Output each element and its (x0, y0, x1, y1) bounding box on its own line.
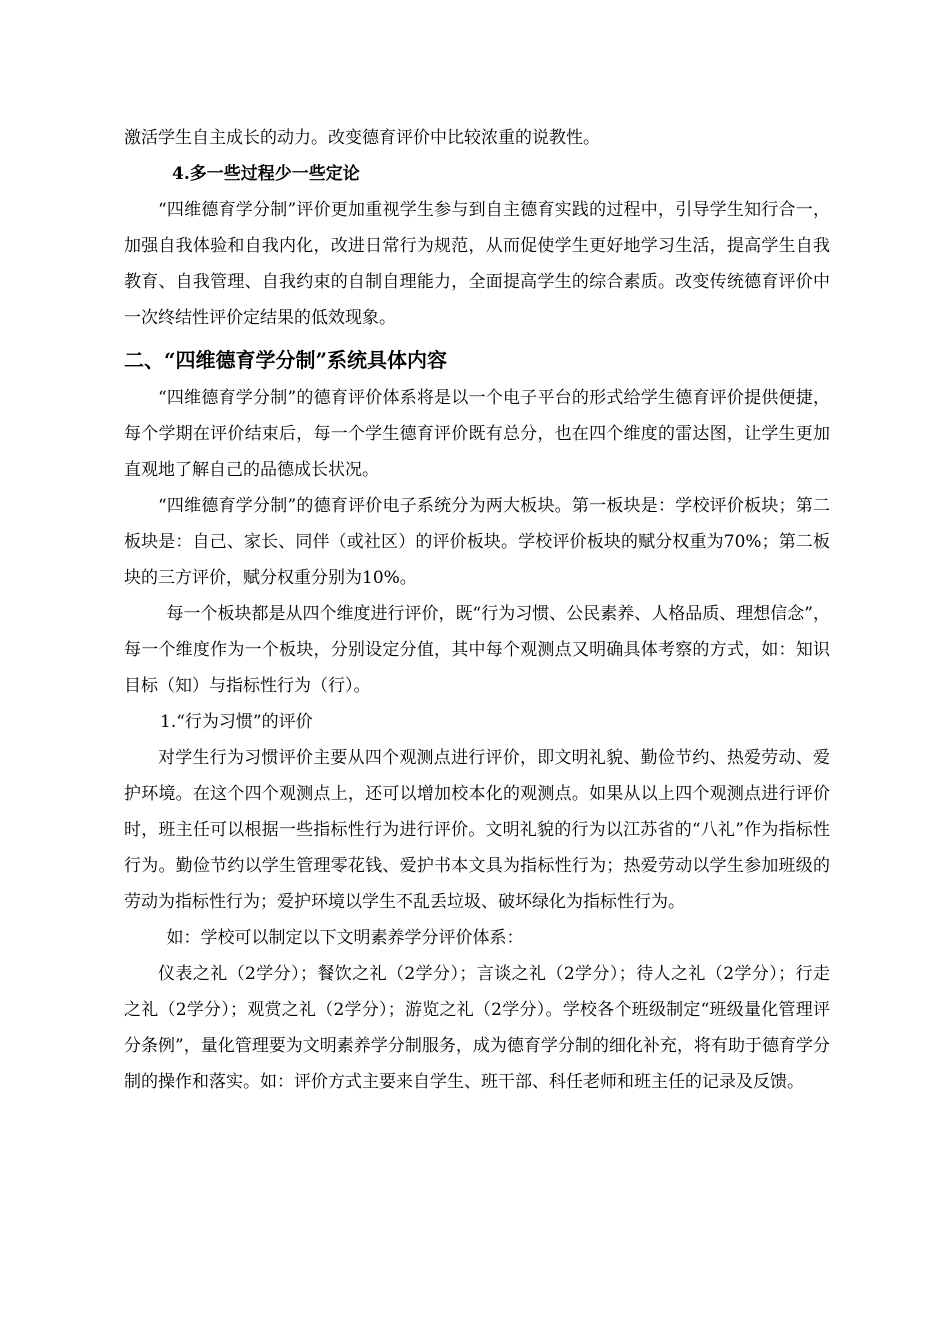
paragraph-process: “四维德育学分制”评价更加重视学生参与到自主德育实践的过程中，引导学生知行合一，加强自我体验和自我内化，改进日常行为规范，从而促使学生更好地学习生活，提高学生自我教育、自我管理、自我约束的自制自理能力，全面提高学生的综合素质。改变传统德育评价中一次终结性评价定结果的低效现象。 (124, 200, 830, 328)
document-body (124, 120, 830, 1100)
subheading-process: 4.多一些过程少一些定论 (172, 164, 360, 184)
paragraph-example-intro: 如：学校可以制定以下文明素养学分评价体系： (166, 928, 524, 948)
paragraph-example-body: 仪表之礼（2学分）；餐饮之礼（2学分）；言谈之礼（2学分）；待人之礼（2学分）；行走之礼（2学分）；观赏之礼（2学分）；游览之礼（2学分）。学校各个班级制定“班级量化管理评分条例”，量化管理要为文明素养学分制服务，成为德育学分制的细化补充，将有助于德育学分制的操作和落实。如：评价方式主要来自学生、班干部、科任老师和班主任的记录及反馈。 (124, 964, 830, 1092)
paragraph-intro-tail: 激活学生自主成长的动力。改变德育评价中比较浓重的说教性。 (124, 128, 600, 148)
paragraph-habit-evaluation: 对学生行为习惯评价主要从四个观测点进行评价，即文明礼貌、勤俭节约、热爱劳动、爱护环境。在这个四个观测点上，还可以增加校本化的观测点。如果从以上四个观测点进行评价时，班主任可以根据一些指标性行为进行评价。文明礼貌的行为以江苏省的“八礼”作为指标性行为。勤俭节约以学生管理零花钱、爱护书本文具为指标性行为；热爱劳动以学生参加班级的劳动为指标性行为；爱护环境以学生不乱丢垃圾、破坏绿化为指标性行为。 (124, 748, 830, 912)
numbered-item-habit: 1.“行为习惯”的评价 (160, 712, 313, 732)
section-title-system: 二、“四维德育学分制”系统具体内容 (124, 348, 448, 372)
paragraph-system-blocks: “四维德育学分制”的德育评价电子系统分为两大板块。第一板块是：学校评价板块；第二板块是：自己、家长、同伴（或社区）的评价板块。学校评价板块的赋分权重为70%；第二板块的三方评价，赋分权重分别为10%。 (124, 496, 830, 588)
paragraph-system-platform: “四维德育学分制”的德育评价体系将是以一个电子平台的形式给学生德育评价提供便捷，每个学期在评价结束后，每一个学生德育评价既有总分，也在四个维度的雷达图，让学生更加直观地了解自己的品德成长状况。 (124, 388, 830, 480)
paragraph-system-dimensions: 每一个板块都是从四个维度进行评价，既“行为习惯、公民素养、人格品质、理想信念”，每一个维度作为一个板块，分别设定分值，其中每个观测点又明确具体考察的方式，如：知识目标（知）与指标性行为（行）。 (124, 604, 830, 696)
